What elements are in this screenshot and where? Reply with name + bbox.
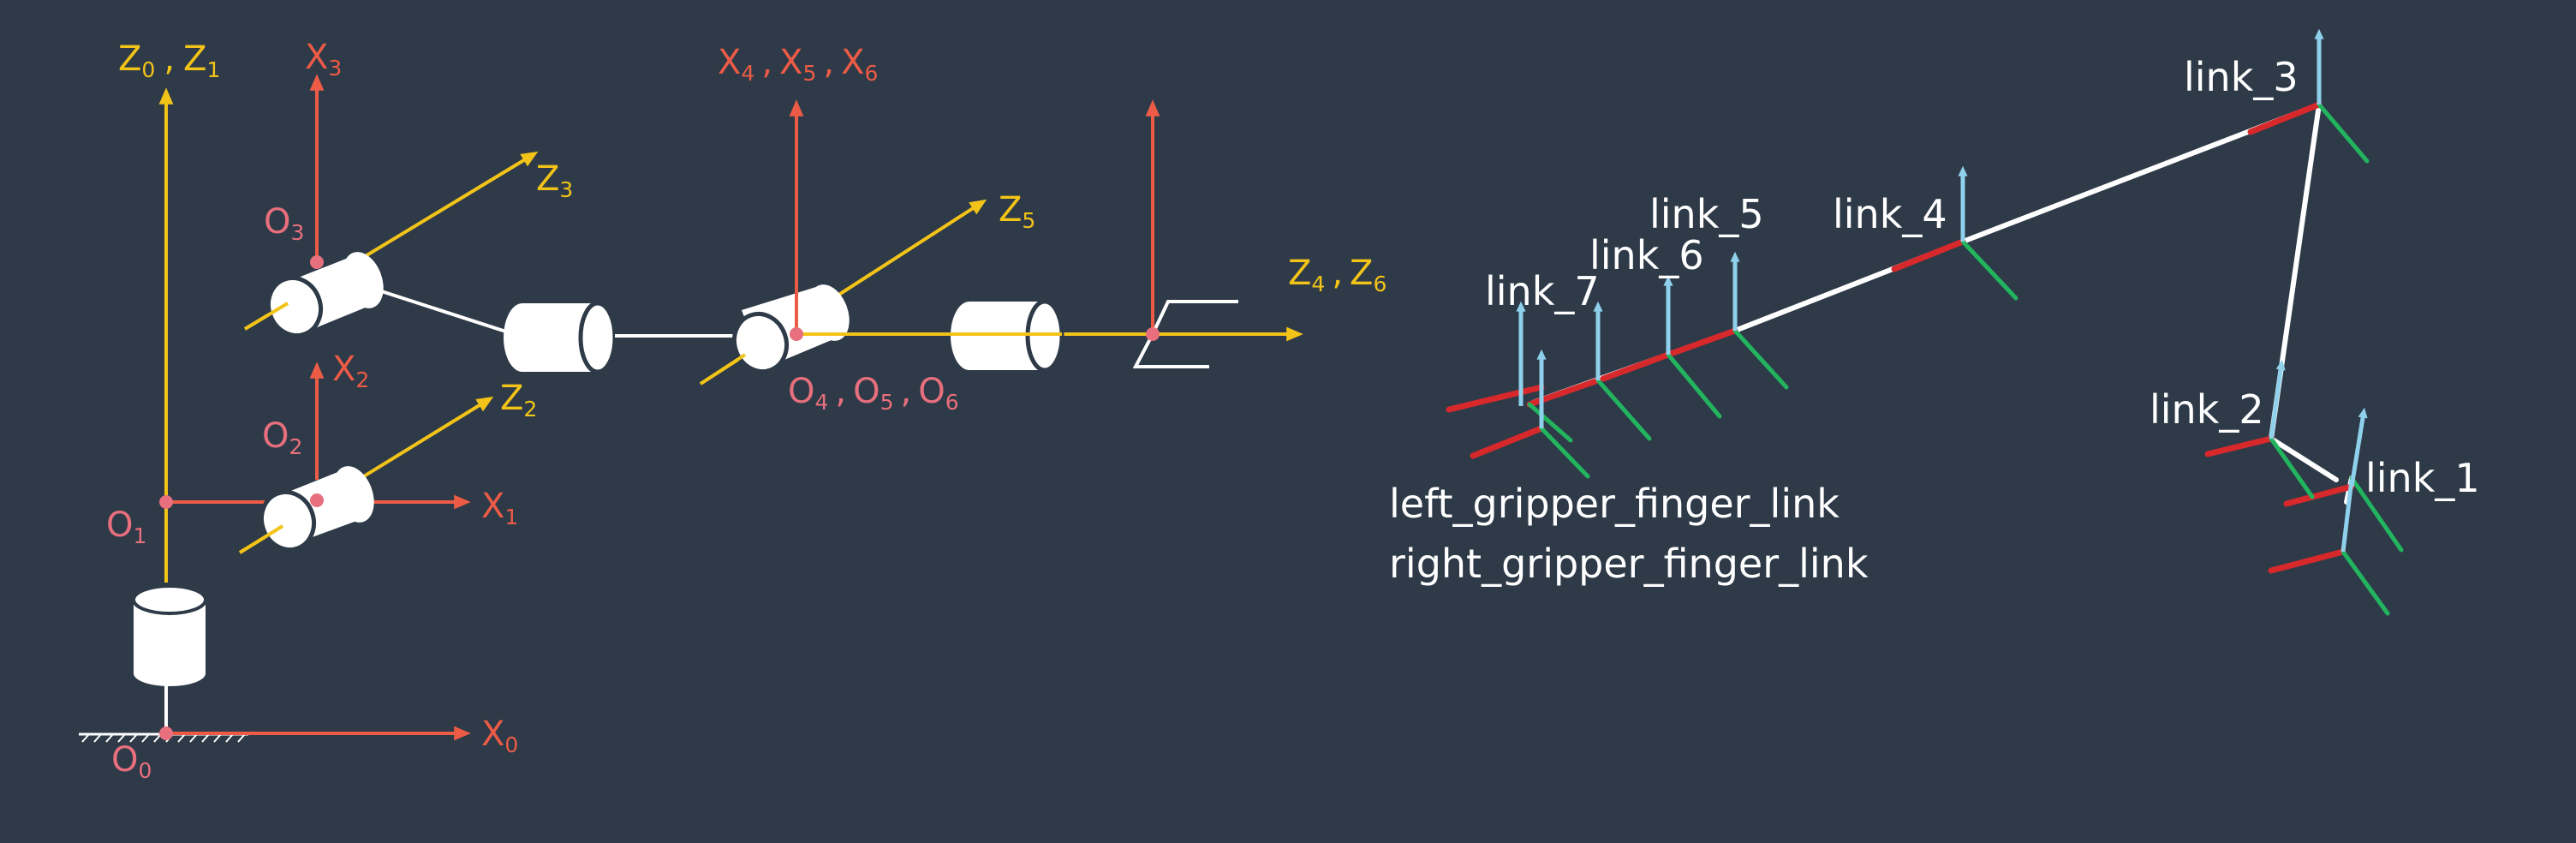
label-x0: $X_0$ bbox=[481, 714, 519, 757]
joint-3-cylinder bbox=[260, 247, 391, 344]
label-x3: $X_3$ bbox=[305, 38, 343, 81]
label-link-5: link_5 bbox=[1649, 191, 1764, 237]
label-link-2: link_2 bbox=[2150, 386, 2264, 433]
label-z3: $Z_3$ bbox=[536, 159, 574, 202]
label-z2: $Z_2$ bbox=[500, 379, 538, 422]
label-o2: $O_2$ bbox=[262, 416, 303, 459]
label-x2: $X_2$ bbox=[332, 350, 370, 392]
label-link-7: link_7 bbox=[1485, 268, 1600, 314]
link-cylinder-a bbox=[504, 303, 615, 372]
urdf-links bbox=[1533, 105, 2352, 502]
urdf-z-axes bbox=[1521, 34, 2364, 552]
urdf-frames bbox=[1389, 34, 2480, 613]
label-x4-x5-x6: $X_4$ , $X_5$ , $X_6$ bbox=[718, 43, 879, 86]
base-cylinder bbox=[134, 586, 206, 734]
label-link-1: link_1 bbox=[2365, 455, 2480, 501]
label-link-4: link_4 bbox=[1833, 191, 1947, 237]
label-z5: $Z_5$ bbox=[999, 190, 1036, 233]
label-z4-z6: $Z_4$ , $Z_6$ bbox=[1288, 254, 1387, 296]
label-link-3: link_3 bbox=[2184, 54, 2299, 100]
label-o0: $O_0$ bbox=[111, 740, 152, 783]
dh-schematic bbox=[79, 38, 1386, 783]
label-left-gripper: left_gripper_finger_link bbox=[1389, 481, 1840, 527]
label-right-gripper: right_gripper_finger_link bbox=[1389, 541, 1869, 587]
label-z0-z1: $Z_0$ , $Z_1$ bbox=[118, 39, 221, 82]
label-o4-o5-o6: $O_4$ , $O_5$ , $O_6$ bbox=[788, 372, 959, 415]
wrist-cylinder bbox=[726, 279, 856, 380]
label-o1: $O_1$ bbox=[106, 505, 147, 548]
label-link-6: link_6 bbox=[1589, 232, 1704, 278]
label-x1: $X_1$ bbox=[481, 487, 519, 529]
label-o3: $O_3$ bbox=[264, 202, 305, 245]
